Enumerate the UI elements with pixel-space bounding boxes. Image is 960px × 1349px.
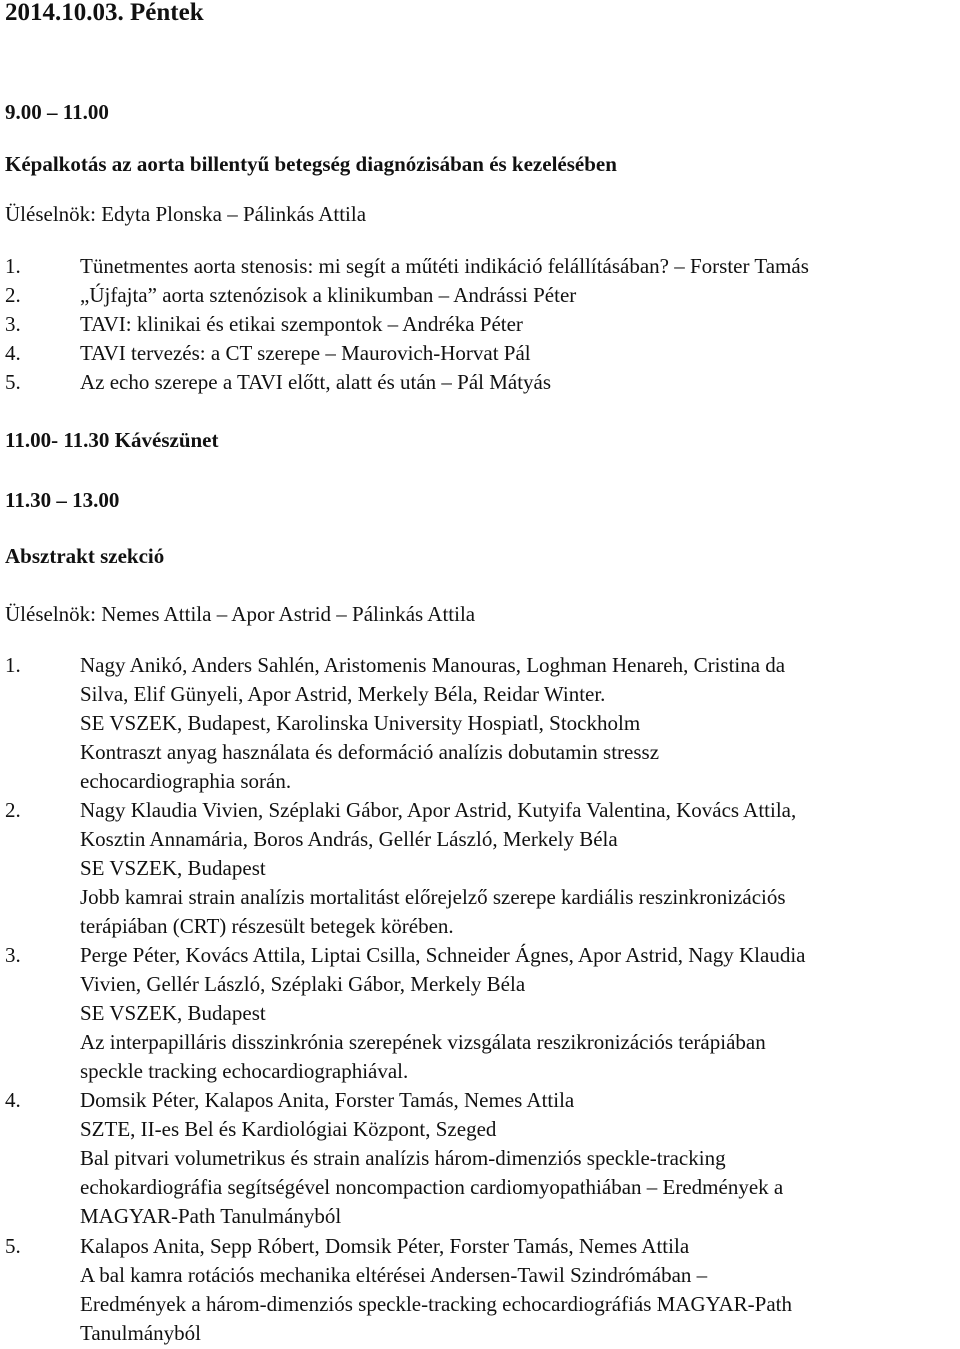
abstract-title: echocardiographia során.	[80, 769, 292, 793]
abstract-authors: Perge Péter, Kovács Attila, Liptai Csilla, Schneider Ágnes, Apor Astrid, Nagy Klaudia	[80, 943, 806, 967]
talk-text: „Újfajta” aorta sztenózisok a klinikumban – Andrássi Péter	[80, 283, 577, 307]
abstract-title: Jobb kamrai strain analízis mortalitást előrejelző szerepe kardiális reszinkronizációs	[80, 885, 786, 909]
talk-number: 4.	[5, 341, 21, 365]
abstract-number: 1.	[5, 653, 21, 677]
talk-text: Tünetmentes aorta stenosis: mi segít a műtéti indikáció felállításában? – Forster Tamás	[80, 254, 809, 278]
abstract-authors: Domsik Péter, Kalapos Anita, Forster Tamás, Nemes Attila	[80, 1088, 575, 1112]
abstract-authors: Nagy Klaudia Vivien, Széplaki Gábor, Apor Astrid, Kutyifa Valentina, Kovács Attila,	[80, 798, 797, 822]
abstract-affiliation: SE VSZEK, Budapest	[80, 856, 266, 880]
abstract-number: 3.	[5, 943, 21, 967]
abstract-authors: Kosztin Annamária, Boros András, Gellér László, Merkely Béla	[80, 827, 618, 851]
abstract-authors: Vivien, Gellér László, Széplaki Gábor, Merkely Béla	[80, 972, 526, 996]
talk-number: 5.	[5, 370, 21, 394]
talk-text: TAVI tervezés: a CT szerepe – Maurovich-Horvat Pál	[80, 341, 531, 365]
abstract-title: Az interpapilláris disszinkrónia szerepének vizsgálata reszikronizációs terápiában	[80, 1030, 766, 1054]
abstract-body	[80, 1086, 960, 1231]
abstract-body	[80, 651, 960, 796]
page-date-heading: 2014.10.03. Péntek	[5, 0, 204, 26]
session1-time: 9.00 – 11.00	[5, 100, 109, 124]
abstract-title: A bal kamra rotációs mechanika eltérései Andersen-Tawil Szindrómában –	[80, 1263, 708, 1287]
talk-number: 1.	[5, 254, 21, 278]
talk-number: 3.	[5, 312, 21, 336]
abstract-title: Bal pitvari volumetrikus és strain analízis három-dimenziós speckle-tracking	[80, 1146, 726, 1170]
abstract-authors: Nagy Anikó, Anders Sahlén, Aristomenis Manouras, Loghman Henareh, Cristina da	[80, 653, 786, 677]
abstract-title: terápiában (CRT) részesült betegek körében.	[80, 914, 454, 938]
abstract-title: echokardiográfia segítségével noncompaction cardiomyopathiában – Eredmények a	[80, 1175, 784, 1199]
abstract-title: Kontraszt anyag használata és deformáció analízis dobutamin stressz	[80, 740, 660, 764]
abstract-body	[80, 796, 960, 941]
abstract-body	[80, 941, 960, 1086]
abstract-affiliation: SE VSZEK, Budapest, Karolinska University Hospiatl, Stockholm	[80, 711, 641, 735]
session2-chairs: Üléselnök: Nemes Attila – Apor Astrid – Pálinkás Attila	[5, 602, 476, 626]
session2-title: Absztrakt szekció	[5, 544, 165, 568]
coffee-break: 11.00- 11.30 Kávészünet	[5, 428, 219, 452]
abstract-number: 4.	[5, 1088, 21, 1112]
talk-text: TAVI: klinikai és etikai szempontok – Andréka Péter	[80, 312, 523, 336]
session1-title: Képalkotás az aorta billentyű betegség diagnózisában és kezelésében	[5, 152, 617, 176]
session1-chairs: Üléselnök: Edyta Plonska – Pálinkás Attila	[5, 202, 367, 226]
abstract-title: MAGYAR-Path Tanulmányból	[80, 1204, 342, 1228]
session2-time: 11.30 – 13.00	[5, 488, 120, 512]
abstract-number: 2.	[5, 798, 21, 822]
abstract-body	[80, 1232, 960, 1348]
abstract-authors: Silva, Elif Günyeli, Apor Astrid, Merkely Béla, Reidar Winter.	[80, 682, 606, 706]
talk-text: Az echo szerepe a TAVI előtt, alatt és után – Pál Mátyás	[80, 370, 552, 394]
abstract-affiliation: SE VSZEK, Budapest	[80, 1001, 266, 1025]
abstract-title: Tanulmányból	[80, 1321, 202, 1345]
abstract-title: Eredmények a három-dimenziós speckle-tracking echocardiográfiás MAGYAR-Path	[80, 1292, 793, 1316]
talk-number: 2.	[5, 283, 21, 307]
abstract-affiliation: SZTE, II-es Bel és Kardiológiai Központ, Szeged	[80, 1117, 497, 1141]
abstract-authors: Kalapos Anita, Sepp Róbert, Domsik Péter, Forster Tamás, Nemes Attila	[80, 1234, 690, 1258]
abstract-number: 5.	[5, 1234, 21, 1258]
abstract-title: speckle tracking echocardiographiával.	[80, 1059, 409, 1083]
